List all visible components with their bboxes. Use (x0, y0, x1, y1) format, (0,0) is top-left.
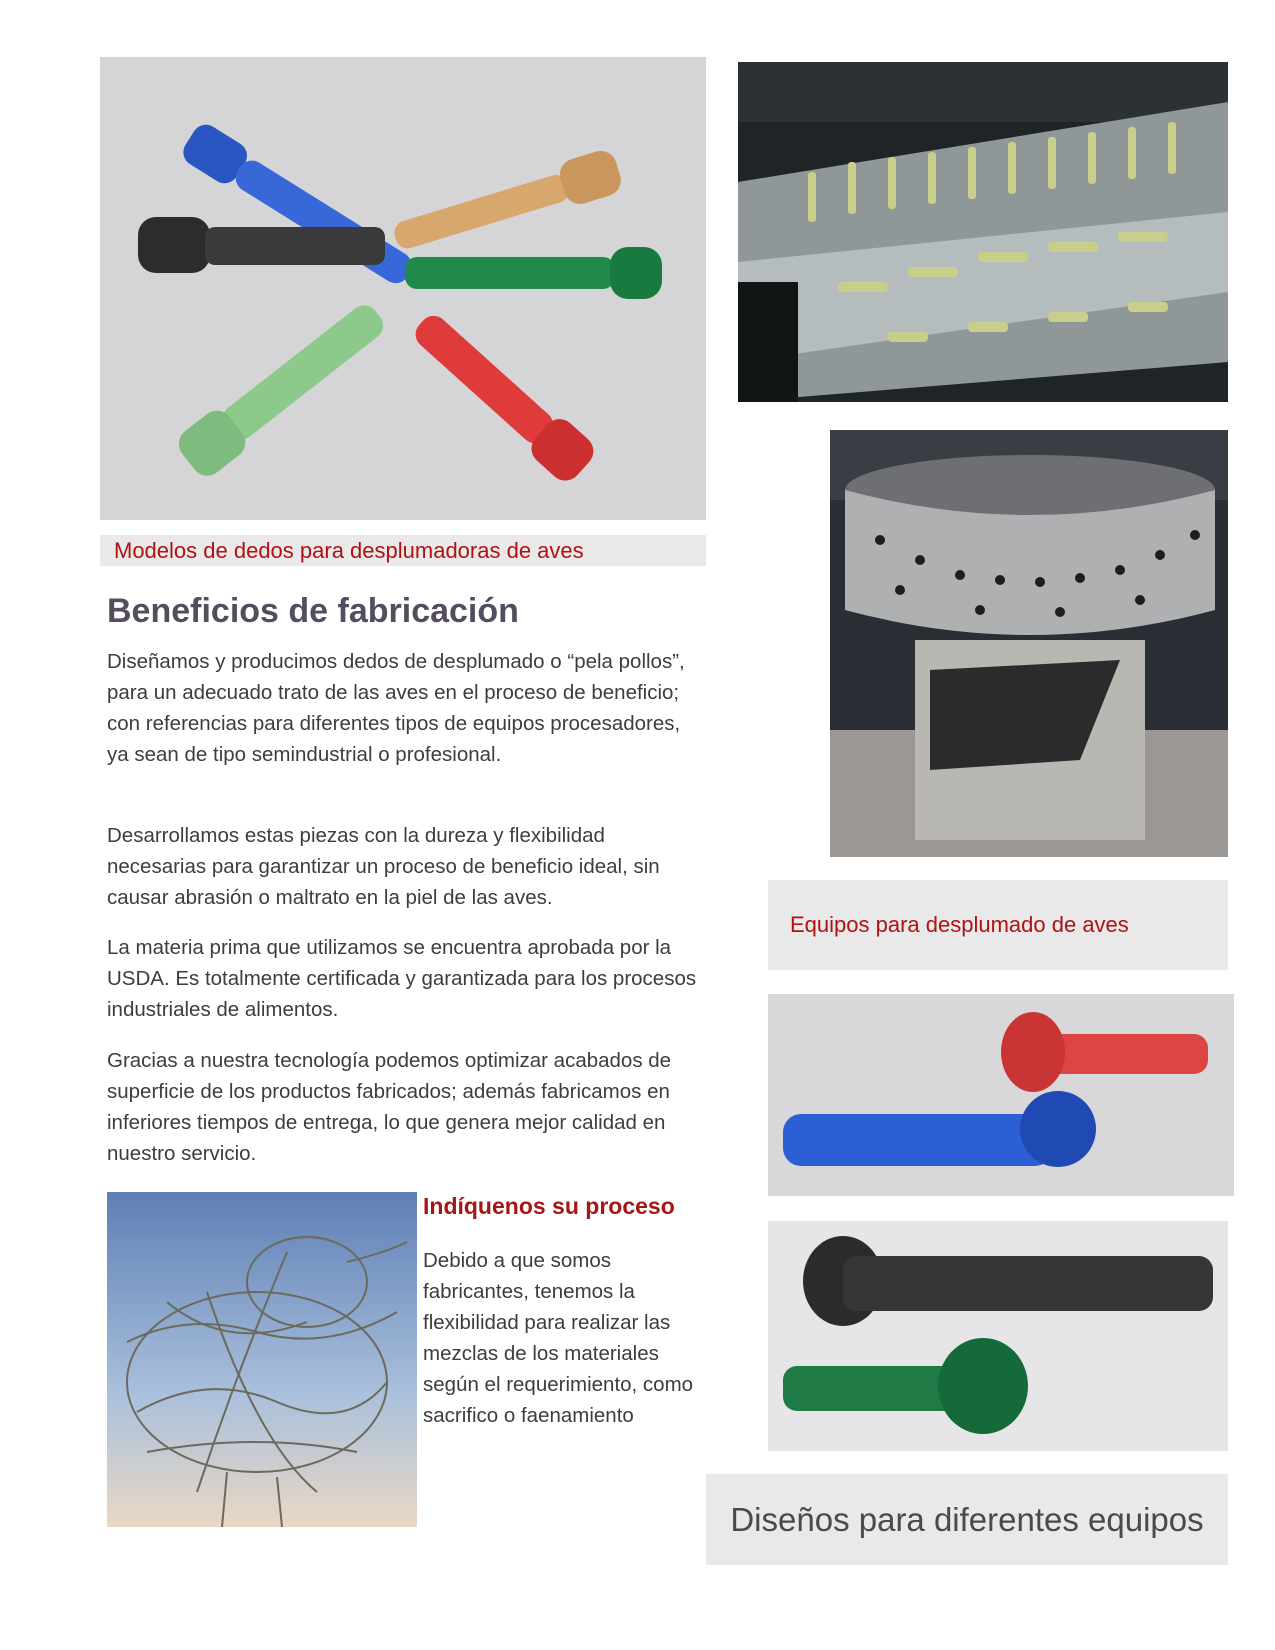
equipment-caption: Equipos para desplumado de aves (790, 912, 1129, 937)
designs-caption: Diseños para diferentes equipos (730, 1500, 1204, 1538)
paragraph-2: Desarrollamos estas piezas con la dureza y flexibilidad necesarias para garantizar un proceso de beneficio ideal, sin causar abrasión o maltrato en la piel de las aves. (107, 824, 660, 909)
designs-caption-band (706, 1474, 1228, 1565)
finger-models-photo (100, 57, 706, 520)
plucker-machine-photo (738, 62, 1228, 402)
red-blue-fingers-photo (768, 994, 1234, 1196)
black-green-fingers-photo (768, 1221, 1228, 1451)
paragraph-1: Diseñamos y producimos dedos de desplumado o “pela pollos”, para un adecuado trato de las aves en el proceso de beneficio; con referencias para diferentes tipos de equipos procesadores, ya sean de tipo semindustrial o profesional. (107, 650, 685, 766)
equipment-caption-band (768, 880, 1228, 970)
finger-models-caption: Modelos de dedos para desplumadoras de aves (114, 538, 584, 563)
side-title: Indíquenos su proceso (423, 1193, 675, 1219)
paragraph-3: La materia prima que utilizamos se encuentra aprobada por la USDA. Es totalmente certificada y garantizada para los procesos industriales de alimentos. (107, 936, 697, 1021)
wire-chicken-photo (107, 1192, 417, 1527)
page-title: Beneficios de fabricación (107, 592, 519, 630)
finger-models-caption-band (100, 535, 706, 566)
side-text: Debido a que somos fabricantes, tenemos la flexibilidad para realizar las mezclas de los materiales según el requerimiento, como sacrifico o faenamiento (423, 1249, 694, 1427)
round-plucker-photo (830, 430, 1228, 857)
paragraph-4: Gracias a nuestra tecnología podemos optimizar acabados de superficie de los productos fabricados; además fabricamos en inferiores tiempos de entrega, lo que genera mejor calidad en nuestro servicio. (107, 1049, 672, 1165)
